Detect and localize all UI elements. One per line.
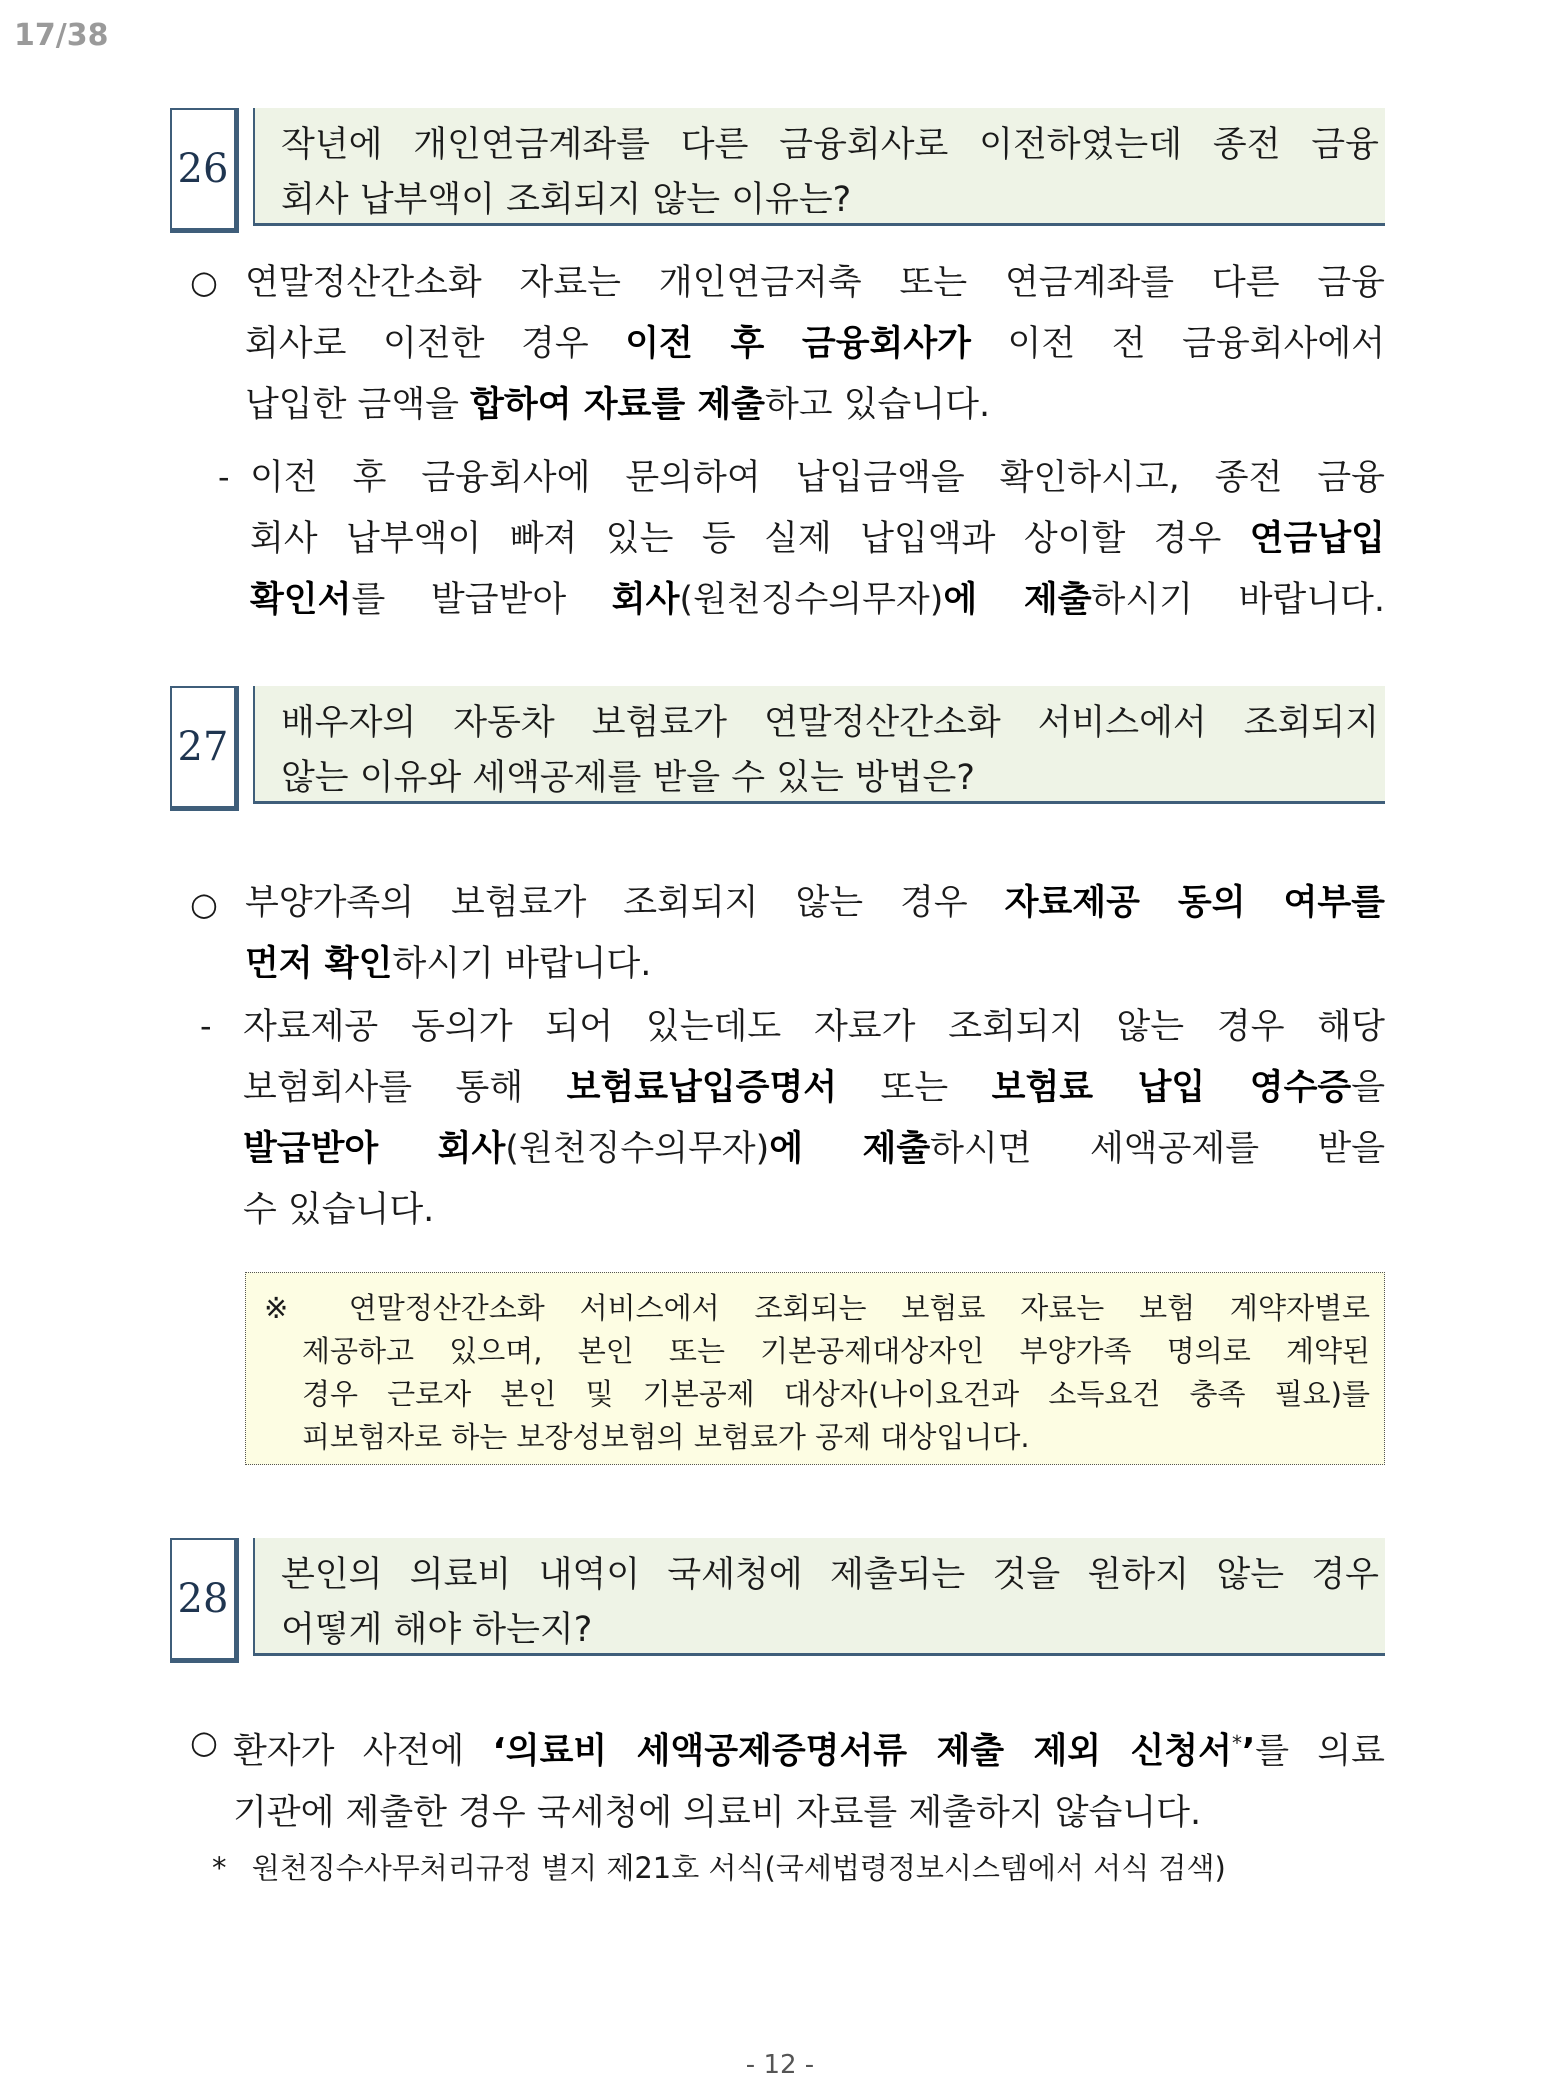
question-line: 어떻게 해야 하는지? bbox=[281, 1610, 593, 1650]
answer-line: 이전 후 금융회사에 문의하여 납입금액을 확인하시고, 종전 금융 bbox=[250, 458, 1385, 498]
footnote-mark: * bbox=[212, 1851, 227, 1885]
answer-28 bbox=[233, 1713, 1385, 1844]
note-line: 경우 근로자 본인 및 기본공제 대상자(나이요건과 소득요건 충족 필요)를 bbox=[302, 1377, 1370, 1411]
note-line: ※ 연말정산간소화 서비스에서 조회되는 보험료 자료는 보험 계약자별로 bbox=[264, 1291, 1370, 1325]
answer-line: 먼저 확인하시기 바랍니다. bbox=[245, 944, 652, 984]
question-number: 28 bbox=[170, 1538, 239, 1663]
answer-line: 연말정산간소화 자료는 개인연금저축 또는 연금계좌를 다른 금융 bbox=[245, 263, 1385, 303]
answer-line: 환자가 사전에 ‘의료비 세액공제증명서류 제출 제외 신청서*’를 의료 bbox=[233, 1731, 1385, 1772]
answer-bullet: ○ bbox=[190, 885, 218, 923]
answer-line: 납입한 금액을 합하여 자료를 제출하고 있습니다. bbox=[245, 385, 991, 425]
footnote-text: 원천징수사무처리규정 별지 제21호 서식(국세법령정보시스템에서 서식 검색) bbox=[251, 1851, 1226, 1885]
answer-26-detail bbox=[250, 448, 1385, 631]
sub-bullet: - bbox=[200, 1007, 212, 1045]
question-box bbox=[253, 108, 1385, 226]
answer-27-detail bbox=[243, 997, 1385, 1241]
question-number: 26 bbox=[170, 108, 239, 233]
question-box bbox=[253, 686, 1385, 804]
note-box bbox=[245, 1272, 1385, 1465]
answer-line: 보험회사를 통해 보험료납입증명서 또는 보험료 납입 영수증을 bbox=[243, 1068, 1386, 1108]
answer-line: 확인서를 발급받아 회사(원천징수의무자)에 제출하시기 바랍니다. bbox=[250, 580, 1385, 620]
reference-mark: ※ bbox=[264, 1291, 314, 1325]
answer-line: 회사로 이전한 경우 이전 후 금융회사가 이전 전 금융회사에서 bbox=[245, 324, 1386, 364]
page-counter: 17/38 bbox=[14, 18, 109, 53]
answer-26 bbox=[245, 253, 1385, 436]
answer-line: 기관에 제출한 경우 국세청에 의료비 자료를 제출하지 않습니다. bbox=[233, 1792, 1202, 1833]
note-line: 제공하고 있으며, 본인 또는 기본공제대상자인 부양가족 명의로 계약된 bbox=[302, 1334, 1370, 1368]
answer-bullet: ○ bbox=[190, 263, 218, 301]
answer-bullet: ○ bbox=[190, 1723, 218, 1761]
question-line: 배우자의 자동차 보험료가 연말정산간소화 서비스에서 조회되지 bbox=[281, 703, 1379, 743]
answer-line: 부양가족의 보험료가 조회되지 않는 경우 자료제공 동의 여부를 bbox=[245, 883, 1385, 923]
answer-line: 수 있습니다. bbox=[243, 1190, 435, 1230]
sub-bullet: - bbox=[218, 458, 230, 496]
question-line: 회사 납부액이 조회되지 않는 이유는? bbox=[281, 180, 852, 220]
answer-line: 자료제공 동의가 되어 있는데도 자료가 조회되지 않는 경우 해당 bbox=[243, 1007, 1385, 1047]
question-line: 작년에 개인연금계좌를 다른 금융회사로 이전하였는데 종전 금융 bbox=[281, 125, 1379, 165]
answer-line: 발급받아 회사(원천징수의무자)에 제출하시면 세액공제를 받을 bbox=[243, 1129, 1386, 1169]
question-box bbox=[253, 1538, 1385, 1656]
page-number: - 12 - bbox=[745, 2050, 815, 2080]
answer-27 bbox=[245, 873, 1385, 995]
question-line: 않는 이유와 세액공제를 받을 수 있는 방법은? bbox=[281, 758, 975, 798]
question-number: 27 bbox=[170, 686, 239, 811]
footnote bbox=[212, 1848, 1226, 1888]
answer-line: 회사 납부액이 빠져 있는 등 실제 납입액과 상이할 경우 연금납입 bbox=[250, 519, 1385, 559]
question-line: 본인의 의료비 내역이 국세청에 제출되는 것을 원하지 않는 경우 bbox=[281, 1555, 1379, 1595]
note-line: 피보험자로 하는 보장성보험의 보험료가 공제 대상입니다. bbox=[302, 1420, 1030, 1454]
